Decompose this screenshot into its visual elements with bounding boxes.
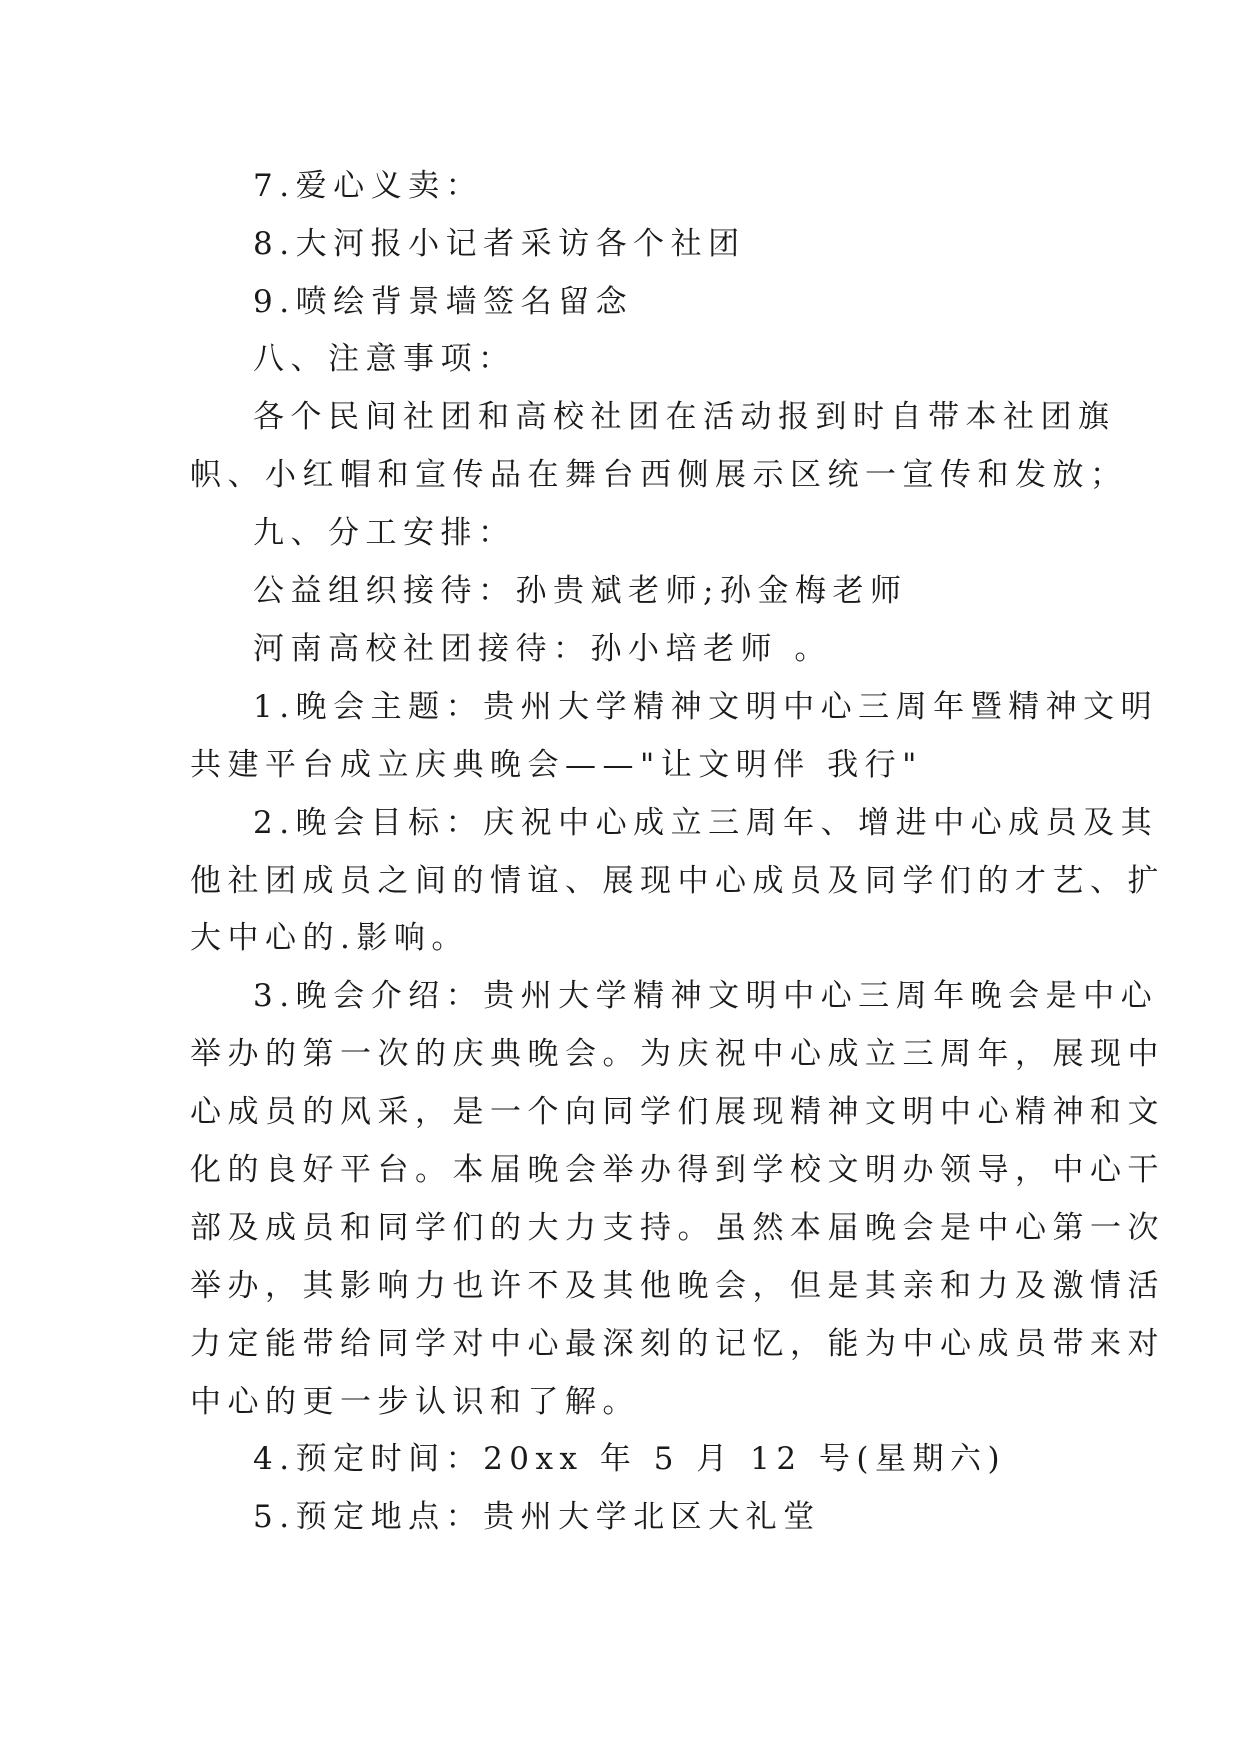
paragraph-line: 各个民间社团和高校社团在活动报到时自带本社团旗 bbox=[253, 399, 1116, 435]
paragraph-line: 河南高校社团接待：孙小培老师 。 bbox=[253, 631, 832, 667]
paragraph-line: 帜、小红帽和宣传品在舞台西侧展示区统一宣传和发放； bbox=[190, 457, 1128, 493]
paragraph-line: 中心的更一步认识和了解。 bbox=[190, 1384, 640, 1420]
paragraph-line: 举办的第一次的庆典晚会。为庆祝中心成立三周年，展现中 bbox=[190, 1036, 1165, 1072]
section-heading-notes: 八、注意事项： bbox=[253, 341, 516, 377]
paragraph-line: 力定能带给同学对中心最深刻的记忆，能为中心成员带来对 bbox=[190, 1326, 1165, 1362]
paragraph-line: 心成员的风采，是一个向同学们展现精神文明中心精神和文 bbox=[190, 1094, 1165, 1130]
list-item-location: 5.预定地点：贵州大学北区大礼堂 bbox=[253, 1499, 821, 1535]
list-item-8: 8.大河报小记者采访各个社团 bbox=[253, 226, 746, 262]
section-heading-assignments: 九、分工安排： bbox=[253, 515, 516, 551]
list-item-theme: 1.晚会主题：贵州大学精神文明中心三周年暨精神文明 bbox=[253, 689, 1159, 725]
list-item-7: 7.爱心义卖： bbox=[253, 168, 484, 204]
paragraph-line: 化的良好平台。本届晚会举办得到学校文明办领导，中心干 bbox=[190, 1152, 1165, 1188]
paragraph-line: 公益组织接待：孙贵斌老师;孙金梅老师 bbox=[253, 573, 908, 609]
paragraph-line: 他社团成员之间的情谊、展现中心成员及同学们的才艺、扩 bbox=[190, 863, 1165, 899]
paragraph-line: 共建平台成立庆典晚会——"让文明伴 我行" bbox=[190, 747, 923, 783]
list-item-intro: 3.晚会介绍：贵州大学精神文明中心三周年晚会是中心 bbox=[253, 978, 1159, 1014]
list-item-9: 9.喷绘背景墙签名留念 bbox=[253, 284, 634, 320]
list-item-time: 4.预定时间：20xx 年 5 月 12 号(星期六) bbox=[253, 1441, 1007, 1477]
paragraph-line: 举办，其影响力也许不及其他晚会，但是其亲和力及激情活 bbox=[190, 1268, 1165, 1304]
list-item-goal: 2.晚会目标：庆祝中心成立三周年、增进中心成员及其 bbox=[253, 805, 1159, 841]
paragraph-line: 部及成员和同学们的大力支持。虽然本届晚会是中心第一次 bbox=[190, 1210, 1165, 1246]
paragraph-line: 大中心的.影响。 bbox=[190, 920, 469, 956]
